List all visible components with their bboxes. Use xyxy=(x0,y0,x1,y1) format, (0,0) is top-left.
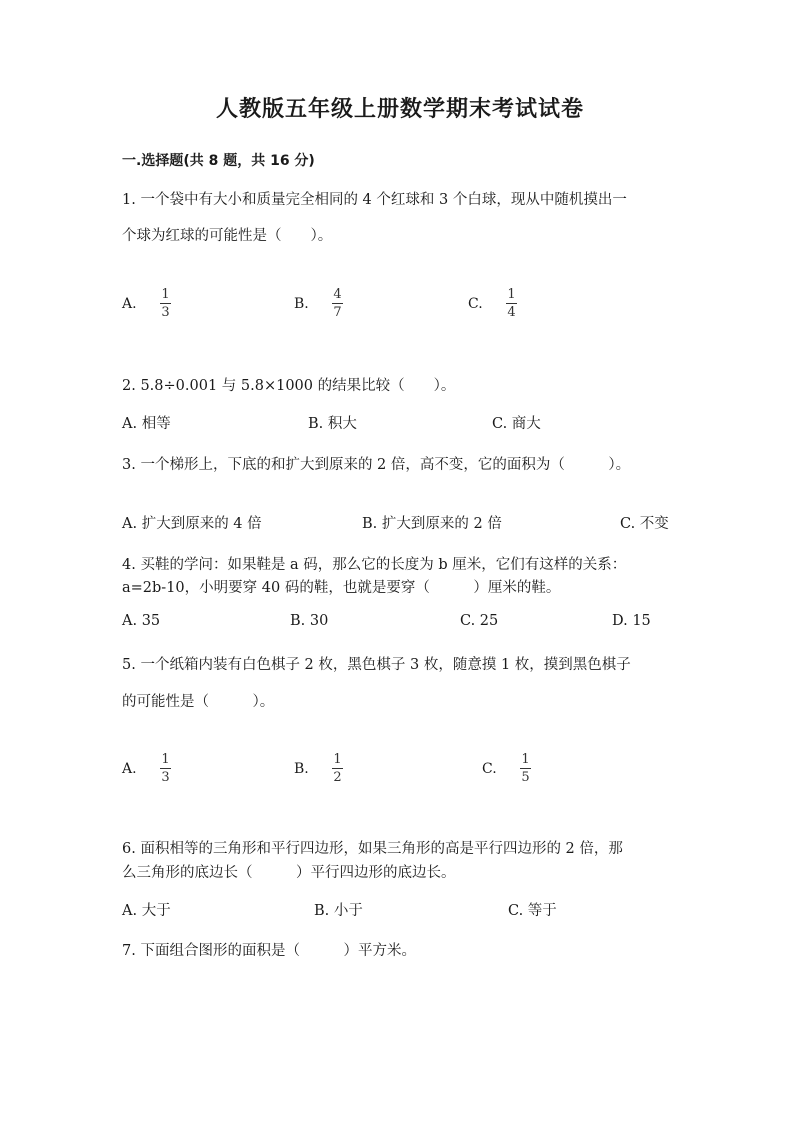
fraction-bar xyxy=(160,303,171,304)
question-6-option-c: C. 等于 xyxy=(508,903,557,919)
question-2-line-1: 2. 5.8÷0.001 与 5.8×1000 的结果比较（ ）。 xyxy=(122,378,456,394)
numerator: 1 xyxy=(333,752,342,767)
exam-title: 人教版五年级上册数学期末考试试卷 xyxy=(215,97,584,122)
question-1-option-c xyxy=(468,287,517,320)
question-2-option-c: C. 商大 xyxy=(492,416,541,432)
question-5-line-2: 的可能性是（ ）。 xyxy=(122,694,275,710)
numerator: 4 xyxy=(333,287,342,302)
option-letter: B. xyxy=(294,760,309,777)
denominator: 4 xyxy=(507,305,516,320)
question-2-option-b: B. 积大 xyxy=(308,416,357,432)
fraction-bar xyxy=(520,768,531,769)
fraction-bar xyxy=(332,303,343,304)
question-3-option-b: B. 扩大到原来的 2 倍 xyxy=(362,516,502,532)
option-letter: C. xyxy=(482,760,497,777)
question-5-line-1: 5. 一个纸箱内装有白色棋子 2 枚，黑色棋子 3 枚，随意摸 1 枚，摸到黑色棋子 xyxy=(122,657,631,673)
question-4-option-d: D. 15 xyxy=(612,613,651,629)
fraction-bar xyxy=(160,768,171,769)
option-letter: C. xyxy=(468,295,483,312)
question-4-option-c: C. 25 xyxy=(460,613,499,629)
numerator: 1 xyxy=(521,752,530,767)
question-4-line-2: a=2b-10，小明要穿 40 码的鞋，也就是要穿（ ）厘米的鞋。 xyxy=(122,580,561,596)
question-6-option-a: A. 大于 xyxy=(122,903,171,919)
numerator: 1 xyxy=(161,752,170,767)
fraction xyxy=(520,752,531,785)
fraction-bar xyxy=(506,303,517,304)
question-1-line-2: 个球为红球的可能性是（ ）。 xyxy=(122,228,333,244)
numerator: 1 xyxy=(161,287,170,302)
fraction xyxy=(506,287,517,320)
question-6-option-b: B. 小于 xyxy=(314,903,363,919)
question-3-option-a: A. 扩大到原来的 4 倍 xyxy=(122,516,262,532)
option-letter: B. xyxy=(294,295,309,312)
denominator: 2 xyxy=(333,770,342,785)
denominator: 3 xyxy=(161,305,170,320)
question-2-option-a: A. 相等 xyxy=(122,416,171,432)
denominator: 5 xyxy=(521,770,530,785)
option-letter: A. xyxy=(122,760,137,777)
question-1-option-b xyxy=(294,287,343,320)
question-1-option-a xyxy=(122,287,171,320)
fraction xyxy=(332,752,343,785)
question-5-option-c xyxy=(482,752,531,785)
question-4-option-a: A. 35 xyxy=(122,613,161,629)
question-5-option-b xyxy=(294,752,343,785)
fraction xyxy=(160,752,171,785)
denominator: 7 xyxy=(333,305,342,320)
question-1-line-1: 1. 一个袋中有大小和质量完全相同的 4 个红球和 3 个白球，现从中随机摸出一 xyxy=(122,192,627,208)
fraction xyxy=(332,287,343,320)
fraction xyxy=(160,287,171,320)
question-4-option-b: B. 30 xyxy=(290,613,329,629)
question-6-line-2: 么三角形的底边长（ ）平行四边形的底边长。 xyxy=(122,865,456,881)
question-3-line-1: 3. 一个梯形上，下底的和扩大到原来的 2 倍，高不变，它的面积为（ ）。 xyxy=(122,457,631,473)
numerator: 1 xyxy=(507,287,516,302)
section-heading: 一.选择题(共 8 题，共 16 分) xyxy=(122,153,315,169)
denominator: 3 xyxy=(161,770,170,785)
question-6-line-1: 6. 面积相等的三角形和平行四边形，如果三角形的高是平行四边形的 2 倍，那 xyxy=(122,841,623,857)
option-letter: A. xyxy=(122,295,137,312)
question-5-option-a xyxy=(122,752,171,785)
question-3-option-c: C. 不变 xyxy=(620,516,669,532)
fraction-bar xyxy=(332,768,343,769)
question-7-line-1: 7. 下面组合图形的面积是（ ）平方米。 xyxy=(122,943,416,959)
question-4-line-1: 4. 买鞋的学问：如果鞋是 a 码，那么它的长度为 b 厘米，它们有这样的关系： xyxy=(122,557,627,573)
